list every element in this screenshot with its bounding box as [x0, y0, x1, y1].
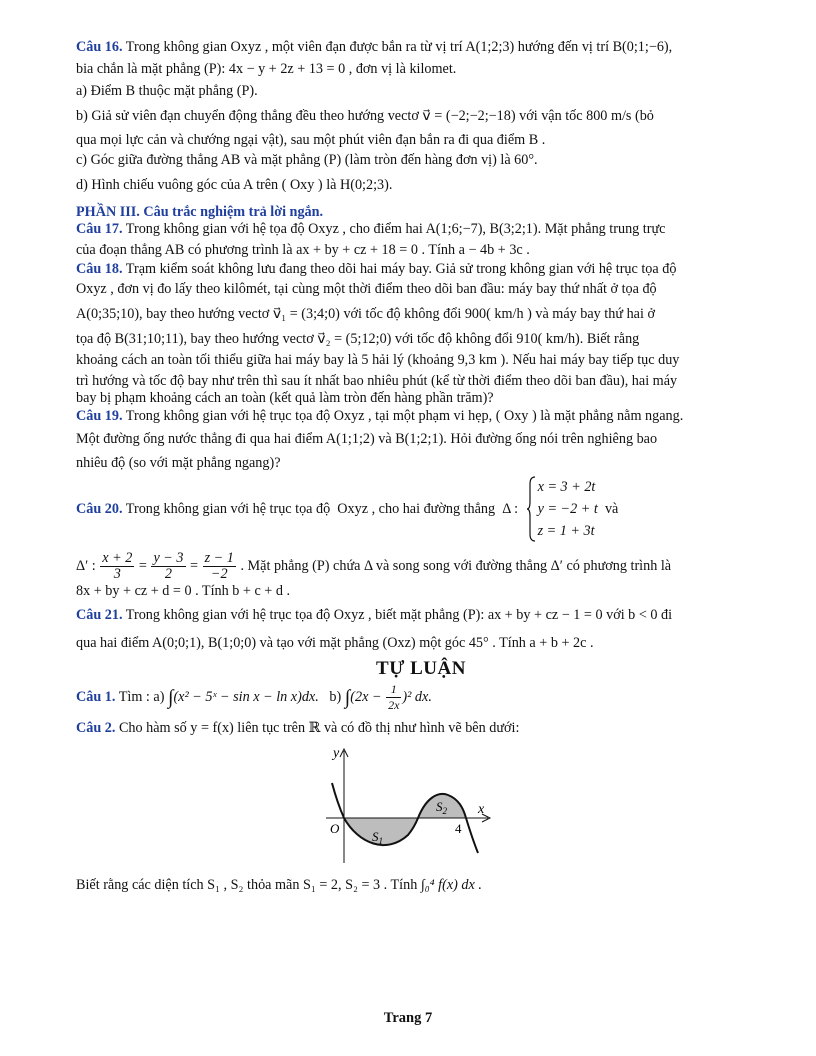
tl1-expr2a: (2x − [350, 689, 386, 705]
tl1-frac-den: 2x [388, 698, 400, 713]
tl1-text2: b) [318, 689, 345, 705]
tl2-text1: Cho hàm số y = f(x) liên tục trên ℝ và có đồ thị như hình vẽ bên dưới: [115, 720, 520, 737]
tl1-frac [386, 682, 401, 713]
q20-and: và [597, 500, 619, 517]
q19-line2: Một đường ống nước thẳng đi qua hai điểm A(1;1;2) và B(1;2;1). Hỏi đường ống nói trên nghiêng bao [76, 431, 658, 447]
q20-sys-row2: y = −2 + t [537, 501, 598, 517]
q21-line1 [76, 604, 766, 626]
tl1-text1: Tìm : a) [115, 689, 168, 705]
q18-line3: A(0;35;10), bay theo hướng vectơ v⃗₁ = (3;4;0) với tốc độ không đổi 900( km/h ) và máy bay thứ hai ở [76, 306, 655, 322]
q17-label: Câu 17. [76, 221, 123, 237]
tl1-expr2b: )² dx. [402, 689, 432, 705]
q16-text1: Trong không gian Oxyz , một viên đạn được bắn ra từ vị trí A(1;2;3) hướng đến vị trí B(0;1;−6), [122, 39, 673, 55]
tl1-label: Câu 1. [76, 689, 116, 705]
q18-line5: khoảng cách an toàn tối thiểu giữa hai máy bay là 5 hải lý (khoảng 9,3 km ). Nếu hai máy bay tiếp tục duy [76, 352, 680, 368]
integral-icon: ∫ [167, 686, 174, 709]
s1-sub: 1 [378, 836, 383, 847]
q20-frac2-num: y − 3 [153, 550, 184, 567]
q20-line3: 8x + by + cz + d = 0 . Tính b + c + d . [76, 583, 291, 599]
x-axis-label: x [478, 802, 485, 818]
page-number: Trang 7 [383, 1010, 433, 1026]
q18-line4: tọa độ B(31;10;11), bay theo hướng vectơ v⃗₂ = (5;12;0) với tốc độ không đổi 910( km/h). Biết rằng [76, 331, 640, 347]
q16-c: c) Góc giữa đường thẳng AB và mặt phẳng (P) (làm tròn đến hàng đơn vị) là 60°. [76, 152, 538, 168]
tl2-text2b: ∫₀⁴ f(x) dx . [420, 877, 482, 894]
q18-text1: Trạm kiểm soát không lưu đang theo dõi hai máy bay. Giả sử trong không gian với hệ trục tọa độ [122, 260, 677, 277]
y-axis-label: y [333, 746, 340, 762]
tl2-text2a: Biết rằng các diện tích S₁ , S₂ thỏa mãn S₁ = 2, S₂ = 3 . Tính [76, 877, 421, 894]
q18-line6: trì hướng và tốc độ bay như trên thì sau ít nhất bao nhiêu phút (kể từ thời điểm theo dõi ban đầu), hai máy [76, 372, 678, 389]
q21-text1: Trong không gian với hệ trục tọa độ Oxyz , biết mặt phẳng (P): ax + by + cz − 1 = 0 với b < 0 đi [122, 607, 673, 623]
q20-frac3-num: z − 1 [204, 550, 234, 567]
function-graph [308, 743, 498, 868]
q21-label: Câu 21. [76, 607, 123, 623]
page-content [76, 36, 766, 896]
q18-line1 [76, 261, 766, 279]
tl1-frac-num: 1 [386, 682, 401, 698]
q18-label: Câu 18. [76, 260, 123, 277]
q20-text2: . Mặt phẳng (P) chứa Δ và song song với đường thẳng Δ′ có phương trình là [236, 558, 672, 574]
q17-line2: của đoạn thẳng AB có phương trình là ax + by + cz + 18 = 0 . Tính a − 4b + 3c . [76, 241, 530, 258]
q19-line3: nhiêu độ (so với mặt phẳng ngang)? [76, 455, 281, 471]
q17-line1 [76, 221, 766, 239]
q17-text1: Trong không gian với hệ tọa độ Oxyz , cho điểm hai A(1;6;−7), B(3;2;1). Mặt phẳng trung trực [122, 221, 666, 237]
q19-line1 [76, 408, 766, 426]
tl2-line1 [76, 717, 766, 739]
q16-a: a) Điểm B thuộc mặt phẳng (P). [76, 83, 258, 99]
q20-sys-row1: x = 3 + 2t [537, 479, 596, 495]
s2-sub: 2 [442, 806, 447, 817]
q16-b1: b) Giả sử viên đạn chuyển động thẳng đều theo hướng vectơ v⃗ = (−2;−2;−18) với vận tốc 800 m/s (bỏ [76, 108, 654, 124]
s2-main: S [436, 799, 443, 815]
origin-label: O [330, 821, 340, 837]
q20-sys-row3: z = 1 + 3t [537, 523, 595, 539]
q20-frac2 [151, 551, 185, 582]
q18-line7: bay bị phạm khoảng cách an toàn (kết quả làm tròn đến hàng phần trăm)? [76, 390, 494, 406]
q20-frac2-den: 2 [164, 566, 173, 583]
q19-label: Câu 19. [76, 407, 123, 424]
q20-frac1 [100, 551, 134, 582]
q20-label: Câu 20. [76, 500, 123, 517]
q20-text1: Trong không gian với hệ trục tọa độ Oxyz , cho hai đường thẳng Δ : [122, 500, 522, 517]
q20-dprime: Δ′ : [76, 558, 100, 574]
q21-line2: qua hai điểm A(0;0;1), B(1;0;0) và tạo với mặt phẳng (Oxz) một góc 45° . Tính a + b + 2c . [76, 635, 594, 651]
integral-icon-2: ∫ [344, 686, 351, 709]
q20-line2: Δ′ : $\frac{x + 2}{3}$ = $\frac{y - 3}{2}$ = $\frac{z - 1}{-2}$ . Mặt phẳng (P) chứa Δ và song song với đường thẳng Δ′ có phương trình là [76, 550, 672, 583]
q16-line1 [76, 36, 766, 58]
q16-d: d) Hình chiếu vuông góc của A trên ( Oxy ) là H(0;2;3). [76, 177, 393, 193]
q20-line1 [76, 476, 766, 542]
tl1-line [76, 682, 766, 713]
q20-frac1-den: 3 [113, 566, 121, 583]
s1-main: S [372, 829, 379, 845]
q20-frac3-den: −2 [210, 566, 228, 583]
q16-label: Câu 16. [76, 39, 123, 55]
section-3-heading: PHẦN III. Câu trắc nghiệm trả lời ngắn. [76, 204, 324, 220]
q16-line2: bia chắn là mặt phẳng (P): 4x − y + 2z + 13 = 0 , đơn vị là kilomet. [76, 61, 457, 77]
q16-b2: qua mọi lực cản và chướng ngại vật), sau một phút viên đạn bắn ra đi qua điểm B . [76, 131, 546, 148]
q20-frac1-num: x + 2 [102, 550, 133, 567]
q19-text1: Trong không gian với hệ trục tọa độ Oxyz , tại một phạm vi hẹp, ( Oxy ) là mặt phẳng nằm ngang. [122, 407, 684, 424]
tick-4-label: 4 [455, 821, 462, 837]
tl1-expr1: (x² − 5ˣ − sin x − ln x)dx. [173, 689, 319, 705]
q20-system-delta [526, 476, 598, 542]
heading-tu-luan: TỰ LUẬN [376, 658, 466, 679]
q18-line2: Oxyz , đơn vị đo lấy theo kilômét, tại cùng một thời điểm theo dõi ban đầu: máy bay thứ nhất ở tọa độ [76, 281, 657, 297]
q20-frac3 [203, 551, 236, 582]
brace-icon [526, 476, 536, 542]
tl2-line2 [76, 874, 766, 896]
tl2-label: Câu 2. [76, 720, 116, 737]
